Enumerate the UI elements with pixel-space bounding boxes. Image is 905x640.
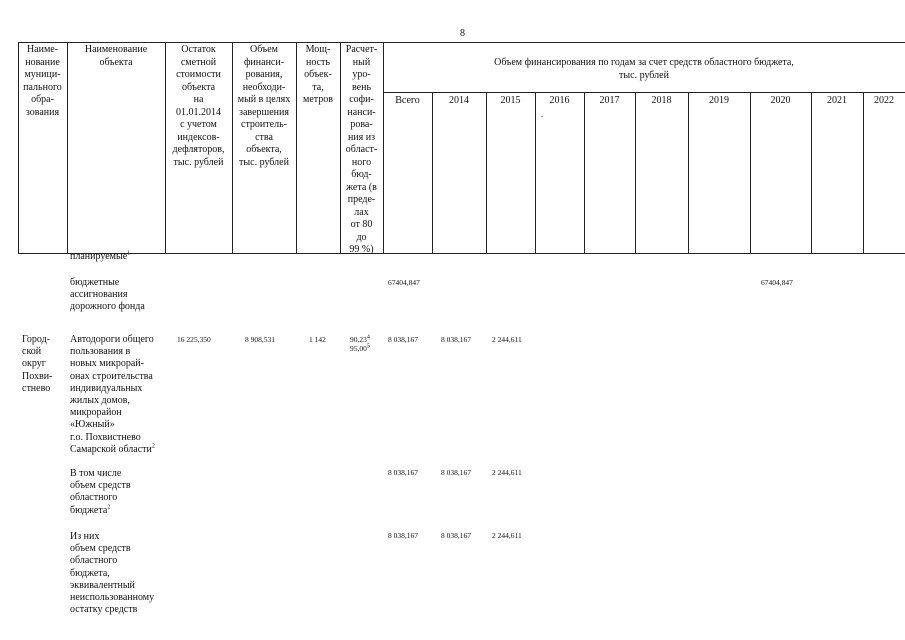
header-year-2020: 2020 bbox=[770, 95, 791, 106]
header-year-2018: 2018 bbox=[651, 95, 672, 106]
main-total: 8 038,167 bbox=[388, 335, 418, 344]
header-object-name: Наименование объекта bbox=[84, 44, 148, 68]
main-2014: 8 038,167 bbox=[441, 335, 471, 344]
including-2015: 2 244,611 bbox=[492, 468, 522, 477]
including-total: 8 038,167 bbox=[388, 468, 418, 477]
page-number: 8 bbox=[460, 28, 465, 39]
main-remaining-cost: 16 225,350 bbox=[177, 335, 211, 344]
header-year-2017: 2017 bbox=[599, 95, 620, 106]
header-municipality: Наиме- нование муници- пального обра- зования bbox=[23, 44, 62, 118]
budget-alloc-2020: 67404,847 bbox=[761, 278, 793, 287]
header-funding-by-years: Объем финансирования по годам за счет средств областного бюджета, тыс. рублей bbox=[494, 57, 794, 81]
header-year-2019: 2019 bbox=[709, 95, 729, 106]
of-which-2015: 2 244,611 bbox=[492, 531, 522, 540]
of-which-2014: 8 038,167 bbox=[441, 531, 471, 540]
header-year-2014: 2014 bbox=[449, 95, 469, 106]
including-label: В том числе объем средств областного бюджета$^2$ bbox=[70, 468, 131, 516]
header-year-2021: 2021 bbox=[827, 95, 847, 106]
main-financing-volume: 8 908,531 bbox=[245, 335, 275, 344]
header-total: Всего bbox=[395, 95, 420, 106]
header-year-2015: 2015 bbox=[500, 95, 521, 106]
main-level-1: 90,23$^4$ bbox=[350, 334, 370, 344]
of-which-label: Из них объем средств областного бюджета, эквивалентный неиспользованному остатку средств bbox=[70, 531, 155, 616]
header-year-2022: 2022 bbox=[874, 95, 894, 106]
main-object-name: Автодороги общего пользования в новых микрорай- онах строительства индивидуальных жилых домов, микрорайон «Южный» г.о. Похвистнево Самарской области$^2$ bbox=[70, 334, 155, 455]
main-2015: 2 244,611 bbox=[492, 335, 522, 344]
of-which-total: 8 038,167 bbox=[388, 531, 418, 540]
header-cofinancing-level: Расчет- ный уро- вень софи- нанси- рова- ния из област- ного бюд- жета (в преде- лах от 80 до 99 %) bbox=[345, 44, 378, 255]
main-municipality: Город- ской округ Похви- стнево bbox=[22, 334, 53, 394]
budget-alloc-total: 67404,847 bbox=[388, 278, 420, 287]
header-year-2016: 2016 bbox=[549, 95, 570, 106]
planned-label: планируемые$^1$ bbox=[70, 250, 131, 262]
header-remaining-cost: Остаток сметной стоимости объекта на 01.01.2014 с учетом индексов- дефляторов, тыс. рублей bbox=[172, 44, 225, 168]
header-capacity: Мощ- ность объек- та, метров bbox=[303, 44, 333, 105]
header-financing-volume: Объем финанси- рования, необходи- мый в целях завершения строитель- ства объекта, тыс. рублей bbox=[237, 44, 291, 168]
budget-alloc-label: бюджетные ассигнования дорожного фонда bbox=[70, 277, 145, 313]
main-level-2: 95,00$^5$ bbox=[350, 343, 370, 353]
main-capacity: 1 142 bbox=[309, 335, 326, 344]
including-2014: 8 038,167 bbox=[441, 468, 471, 477]
stray-mark: . bbox=[541, 110, 543, 119]
